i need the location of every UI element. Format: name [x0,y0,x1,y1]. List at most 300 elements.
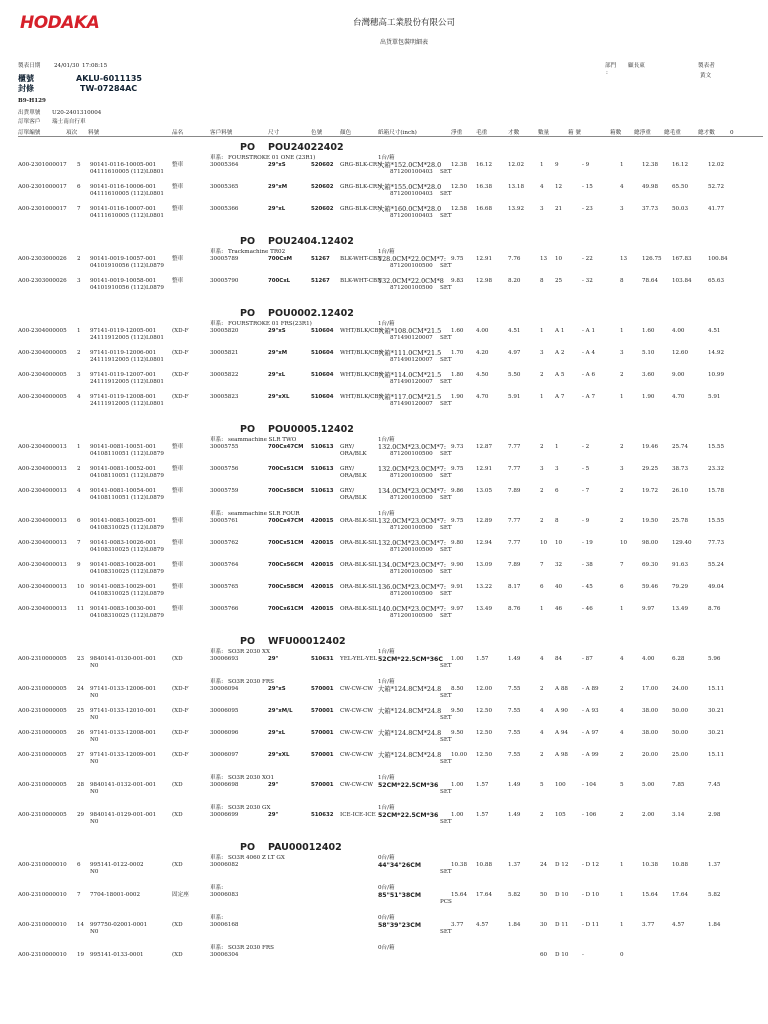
total-cuft: 100.84 [708,256,728,262]
gross-weight: 4.20 [476,350,489,356]
color-no: 510604 [311,372,334,378]
order-no: A00-2304000013 [18,444,67,450]
color: WHT/BLK/CBN [340,328,384,334]
customer-part-no: 30006699 [210,812,239,818]
part-no-2: 04108310025 (112)L0879 [90,525,164,531]
total-net-weight: 20.00 [642,752,659,758]
total-cuft: 15.55 [708,518,725,524]
size: 700Cx47CM [268,518,304,524]
gross-weight: 13.49 [476,606,493,612]
barcode-no: 871490120007 [390,379,433,385]
per-box: 1台/箱 [378,155,395,161]
item-no: 6 [77,862,81,868]
carton-from: A 88 [555,686,568,692]
model-name: FOURSTROKE 01 ONE (23R1) [228,155,316,161]
product-name: 整車 [172,488,184,494]
color-no: 570001 [311,708,334,714]
part-no: 90141-0116-10005-001 [90,162,157,168]
total-gross-weight: 10.88 [672,862,689,868]
total-gross-weight: 50.03 [672,206,689,212]
item-no: 9 [77,562,81,568]
order-no: A00-2310000005 [18,782,67,788]
quantity: 30 [540,922,548,928]
total-cuft: 15.55 [708,444,725,450]
product-name: 整車 [172,184,184,190]
cuft: 7.55 [508,752,521,758]
total-net-weight: 59.46 [642,584,659,590]
carton-size: 132.0CM*23.0CM*7: [378,443,447,451]
part-no: 97141-0133-12009-001 [90,752,157,758]
carton-size: 44"34"26CM [378,862,421,869]
carton-count: 2 [620,686,624,692]
net-weight: 9.83 [451,278,464,284]
column-header: 尺寸 [268,130,280,136]
net-weight: 12.50 [451,184,468,190]
unit: SET [440,473,452,479]
order-no: A00-2303000026 [18,256,67,262]
per-box: 0台/箱 [378,915,395,921]
model-name: SO3R 2030 FRS [228,679,274,685]
total-net-weight: 19.72 [642,488,659,494]
order-no: A00-2304000013 [18,518,67,524]
total-net-weight: 15.64 [642,892,659,898]
model-label: 車系: [210,775,224,781]
gross-weight: 16.38 [476,184,493,190]
cuft: 7.55 [508,708,521,714]
unit: SET [440,379,452,385]
carton-count: 4 [620,730,624,736]
quantity: 1 [540,394,544,400]
part-no-2: 24111912005 (112)L0801 [90,357,164,363]
color: GRG-BLK-CRN [340,206,383,212]
product-name: 整車 [172,206,184,212]
quantity: 1 [540,606,544,612]
quantity: 2 [540,752,544,758]
customer-part-no: 30005759 [210,488,239,494]
carton-to: - 45 [582,584,593,590]
item-no: 10 [77,584,85,590]
total-net-weight: 78.64 [642,278,659,284]
carton-from: 10 [555,540,563,546]
net-weight: 9.90 [451,562,464,568]
order-no: A00-2310000005 [18,752,67,758]
product-name: (XD [172,656,183,662]
quantity: 10 [540,540,548,546]
carton-size: 大箱*124.8CM*24.8 [378,729,442,737]
gross-weight: 12.00 [476,686,493,692]
carton-from: 3 [555,466,559,472]
dept-value: 顧長東 [628,63,645,69]
total-net-weight: 49.98 [642,184,659,190]
part-no: 90141-0081-10051-001 [90,444,157,450]
part-no-2: 04108310025 (112)L0879 [90,547,164,553]
part-no: 90141-0083-10028-001 [90,562,157,568]
total-net-weight: 2.00 [642,812,655,818]
size: 700Cx51CM [268,466,304,472]
cuft: 4.51 [508,328,521,334]
quantity: 2 [540,444,544,450]
carton-size: 132.0CM*23.0CM*7: [378,517,447,525]
total-gross-weight: 26.10 [672,488,689,494]
po-number: WFU00012402 [268,636,346,647]
gross-weight: 1.57 [476,812,489,818]
part-no: 90141-0083-10030-001 [90,606,157,612]
carton-size: 134.0CM*23.0CM*7: [378,487,447,495]
total-net-weight: 69.30 [642,562,659,568]
customer-part-no: 30006095 [210,708,239,714]
column-header: 項次 [66,130,78,136]
per-box: 0台/箱 [378,885,395,891]
part-no-2: 24111912005 (112)L0801 [90,379,164,385]
cuft: 1.49 [508,782,521,788]
total-gross-weight: 79.29 [672,584,689,590]
model-name: SO3R 2030 FRS [228,945,274,951]
item-no: 24 [77,686,85,692]
column-header: 總淨重 [634,130,651,136]
item-no: 3 [77,278,81,284]
total-net-weight: 3.60 [642,372,655,378]
column-header: 品名 [172,130,184,136]
model-label: 車系: [210,855,224,861]
quantity: 8 [540,278,544,284]
gross-weight: 16.68 [476,206,493,212]
part-no-2: 04111610005 (112)L0801 [90,213,164,219]
quantity: 3 [540,466,544,472]
carton-to: - 7 [582,488,590,494]
quantity: 2 [540,812,544,818]
carton-size: 52CM*22.5CM*36 [378,782,439,789]
quantity: 1 [540,162,544,168]
carton-size: 大箱*124.8CM*24.8 [378,685,442,693]
per-box: 1台/箱 [378,649,395,655]
product-name: 整車 [172,540,184,546]
total-cuft: 1.37 [708,862,721,868]
unit: SET [440,715,452,721]
total-gross-weight: 4.57 [672,922,685,928]
carton-to: - 2 [582,444,590,450]
cabinet-no: AKLU-6011135 [76,74,142,83]
customer-part-no: 30005823 [210,394,239,400]
total-net-weight: 5.00 [642,782,655,788]
total-gross-weight: 3.14 [672,812,685,818]
item-no: 1 [77,328,81,334]
carton-size: 128.0CM*22.0CM*7: [378,255,447,263]
color: ORA-BLK-SIL [340,606,378,612]
item-no: 14 [77,922,85,928]
total-net-weight: 19.50 [642,518,659,524]
barcode-no: 871200100403 [390,191,433,197]
print-time: 17:08:15 [82,63,108,69]
product-name: 整車 [172,606,184,612]
carton-count: 2 [620,752,624,758]
size: 29" [268,812,279,818]
total-cuft: 12.02 [708,162,725,168]
seal-label: 封條 [18,84,34,93]
carton-count: 10 [620,540,628,546]
color-no: 570001 [311,782,334,788]
part-no-2: N0 [90,693,99,699]
column-header: 0 [730,130,734,136]
part-no-2: N0 [90,869,99,875]
total-gross-weight: 25.78 [672,518,689,524]
net-weight: 12.38 [451,162,468,168]
cuft: 4.97 [508,350,521,356]
column-header: 紙箱尺寸(inch) [378,130,417,136]
gross-weight: 16.12 [476,162,493,168]
size: 29"xS [268,686,286,692]
gross-weight: 12.87 [476,444,493,450]
carton-count: 1 [620,922,624,928]
gross-weight: 4.00 [476,328,489,334]
total-cuft: 65.63 [708,278,725,284]
order-no: A00-2304000013 [18,606,67,612]
carton-size: 85"51"38CM [378,892,421,899]
carton-size: 大箱*124.8CM*24.8 [378,751,442,759]
color-no: 510632 [311,812,334,818]
item-no: 4 [77,394,81,400]
customer-part-no: 30005366 [210,206,239,212]
part-no-2: 04108110051 (112)L0879 [90,495,164,501]
carton-size: 132.0CM*23.0CM*7: [378,539,447,547]
color-no: 420015 [311,606,334,612]
customer-part-no: 30005822 [210,372,239,378]
customer-part-no: 30006097 [210,752,239,758]
carton-count: 0 [620,952,624,958]
size: 700Cx58CM [268,488,304,494]
cuft: 8.17 [508,584,521,590]
carton-from: 8 [555,518,559,524]
ship-no: U20-2401310004 [52,110,102,116]
color: ORA-BLK-SIL [340,518,378,524]
total-gross-weight: 50.00 [672,708,689,714]
header-divider [18,136,763,137]
unit: SET [440,693,452,699]
total-cuft: 30.21 [708,730,725,736]
part-no: 90141-0083-10026-001 [90,540,157,546]
carton-from: 32 [555,562,563,568]
product-name: (XD [172,952,183,958]
po-label: PO [240,308,256,319]
total-cuft: 77.73 [708,540,725,546]
carton-to: - D 11 [582,922,600,928]
barcode-no: 871200100500 [390,591,433,597]
item-no: 1 [77,444,81,450]
order-no: A00-2304000013 [18,584,67,590]
order-no: A00-2304000005 [18,394,67,400]
color: CW-CW-CW [340,730,374,736]
net-weight: 1.00 [451,782,464,788]
carton-count: 6 [620,584,624,590]
po-label: PO [240,842,256,853]
total-gross-weight: 129.40 [672,540,692,546]
color: ORA-BLK-SIL [340,562,378,568]
gross-weight: 13.05 [476,488,493,494]
carton-from: A 5 [555,372,565,378]
per-box: 1台/箱 [378,775,395,781]
size: 29"xXL [268,394,290,400]
color-no: 570001 [311,752,334,758]
order-no: A00-2301000017 [18,162,67,168]
color: ICE-ICE-ICE [340,812,376,818]
carton-size: 大箱*160.0CM*28.0 [378,205,442,213]
color-no: 510613 [311,466,334,472]
quantity: 50 [540,892,548,898]
part-no: 997750-02001-0001 [90,922,148,928]
column-header: 總毛重 [664,130,681,136]
total-net-weight: 12.38 [642,162,659,168]
net-weight: 9.75 [451,256,464,262]
product-name: (XD-F [172,730,189,736]
size: 700CxM [268,256,293,262]
cuft: 7.77 [508,540,521,546]
item-no: 28 [77,782,85,788]
quantity: 3 [540,206,544,212]
carton-size: 大箱*108.0CM*21.5 [378,327,442,335]
print-date: 24/01/30 [54,63,80,69]
per-box: 0台/箱 [378,945,395,951]
gross-weight: 12.50 [476,752,493,758]
order-no: A00-2310000005 [18,812,67,818]
carton-count: 2 [620,444,624,450]
item-no: 5 [77,162,81,168]
part-no: 97141-0119-12006-001 [90,350,157,356]
customer-part-no: 30005821 [210,350,239,356]
po-number: PAU00012402 [268,842,342,853]
dept-label: 部門 [605,63,617,69]
model-label: 車系: [210,249,224,255]
color: CW-CW-CW [340,686,374,692]
total-net-weight: 5.10 [642,350,655,356]
quantity: 4 [540,730,544,736]
part-no: 97141-0133-12010-001 [90,708,157,714]
part-no: 90141-0081-10052-001 [90,466,157,472]
customer-part-no: 30006082 [210,862,239,868]
carton-to: - A 93 [582,708,599,714]
product-name: 整車 [172,584,184,590]
order-no: A00-2310000005 [18,686,67,692]
part-no-2: 04108310025 (112)L0879 [90,613,164,619]
size: 700Cx56CM [268,562,304,568]
part-no-2: 24111912005 (112)L0801 [90,335,164,341]
part-no-2: 04108110051 (112)L0879 [90,451,164,457]
cuft: 7.55 [508,730,521,736]
product-name: (XD-F [172,350,189,356]
total-net-weight: 37.73 [642,206,659,212]
size: 29"xL [268,206,286,212]
total-cuft: 4.51 [708,328,721,334]
net-weight: 12.58 [451,206,468,212]
total-cuft: 5.82 [708,892,721,898]
product-name: (XD-F [172,328,189,334]
unit: SET [440,869,452,875]
column-header: 訂單編號 [18,130,41,136]
per-box: 1台/箱 [378,805,395,811]
seal-no: TW-07284AC [80,84,138,93]
unit: SET [440,191,452,197]
cuft: 1.37 [508,862,521,868]
size: 700Cx58CM [268,584,304,590]
unit: SET [440,401,452,407]
color-no: 520602 [311,162,334,168]
cuft: 8.20 [508,278,521,284]
po-label: PO [240,236,256,247]
carton-size: 大箱*124.8CM*24.8 [378,707,442,715]
carton-to: - 9 [582,162,590,168]
carton-count: 4 [620,656,624,662]
color-no: 51267 [311,256,330,262]
item-no: 6 [77,184,81,190]
total-cuft: 15.78 [708,488,725,494]
order-no: A00-2310000010 [18,952,67,958]
total-cuft: 30.21 [708,708,725,714]
carton-count: 4 [620,184,624,190]
net-weight: 10.00 [451,752,468,758]
model-name: FOURSTROKE 01 FRS(23R1) [228,321,312,327]
po-number: POU2404.12402 [268,236,354,247]
carton-count: 3 [620,466,624,472]
barcode-no: 871490120007 [390,357,433,363]
quantity: 5 [540,782,544,788]
part-no-2: 04111610005 (112)L0801 [90,191,164,197]
carton-size: 140.0CM*23.0CM*7: [378,605,447,613]
total-cuft: 49.04 [708,584,725,590]
cuft: 1.49 [508,812,521,818]
size: 29"xM/L [268,708,293,714]
color-no: 570001 [311,730,334,736]
customer-part-no: 30006168 [210,922,239,928]
order-client: 瑞士南自行車 [52,119,86,125]
carton-count: 1 [620,892,624,898]
carton-from: D 10 [555,892,569,898]
per-box: 1台/箱 [378,437,395,443]
row-code: B9-H129 [18,98,46,104]
model-name: SO3R 2030 GX [228,805,271,811]
barcode-no: 871200100500 [390,473,433,479]
product-name: 固定座 [172,892,189,898]
part-no-2: 04111610005 (112)L0801 [90,169,164,175]
total-net-weight: 9.97 [642,606,655,612]
color-no: 420015 [311,562,334,568]
part-no-2: N0 [90,759,99,765]
color-2: ORA/BLK [340,473,367,479]
part-no: 9840141-0130-001-001 [90,656,157,662]
color-no: 510604 [311,350,334,356]
carton-from: A 90 [555,708,568,714]
carton-size: 大箱*114.0CM*21.5 [378,371,442,379]
size: 29"xL [268,372,286,378]
model-name: SO3R 2030 XX [228,649,270,655]
per-box: 1台/箱 [378,321,395,327]
carton-to: - 87 [582,656,593,662]
product-name: (XD-F [172,708,189,714]
quantity: 7 [540,562,544,568]
carton-from: 46 [555,606,563,612]
dept-colon: : [606,70,608,76]
total-cuft: 23.32 [708,466,725,472]
unit: SET [440,451,452,457]
barcode-no: 871200100500 [390,451,433,457]
column-header: 淨重 [451,130,463,136]
maker-value: 黃文 [700,73,712,79]
net-weight: 9.86 [451,488,464,494]
customer-part-no: 30005789 [210,256,239,262]
product-name: (XD [172,812,183,818]
item-no: 2 [77,256,81,262]
net-weight: 1.70 [451,350,464,356]
total-net-weight: 4.00 [642,656,655,662]
carton-count: 4 [620,708,624,714]
size: 29" [268,782,279,788]
